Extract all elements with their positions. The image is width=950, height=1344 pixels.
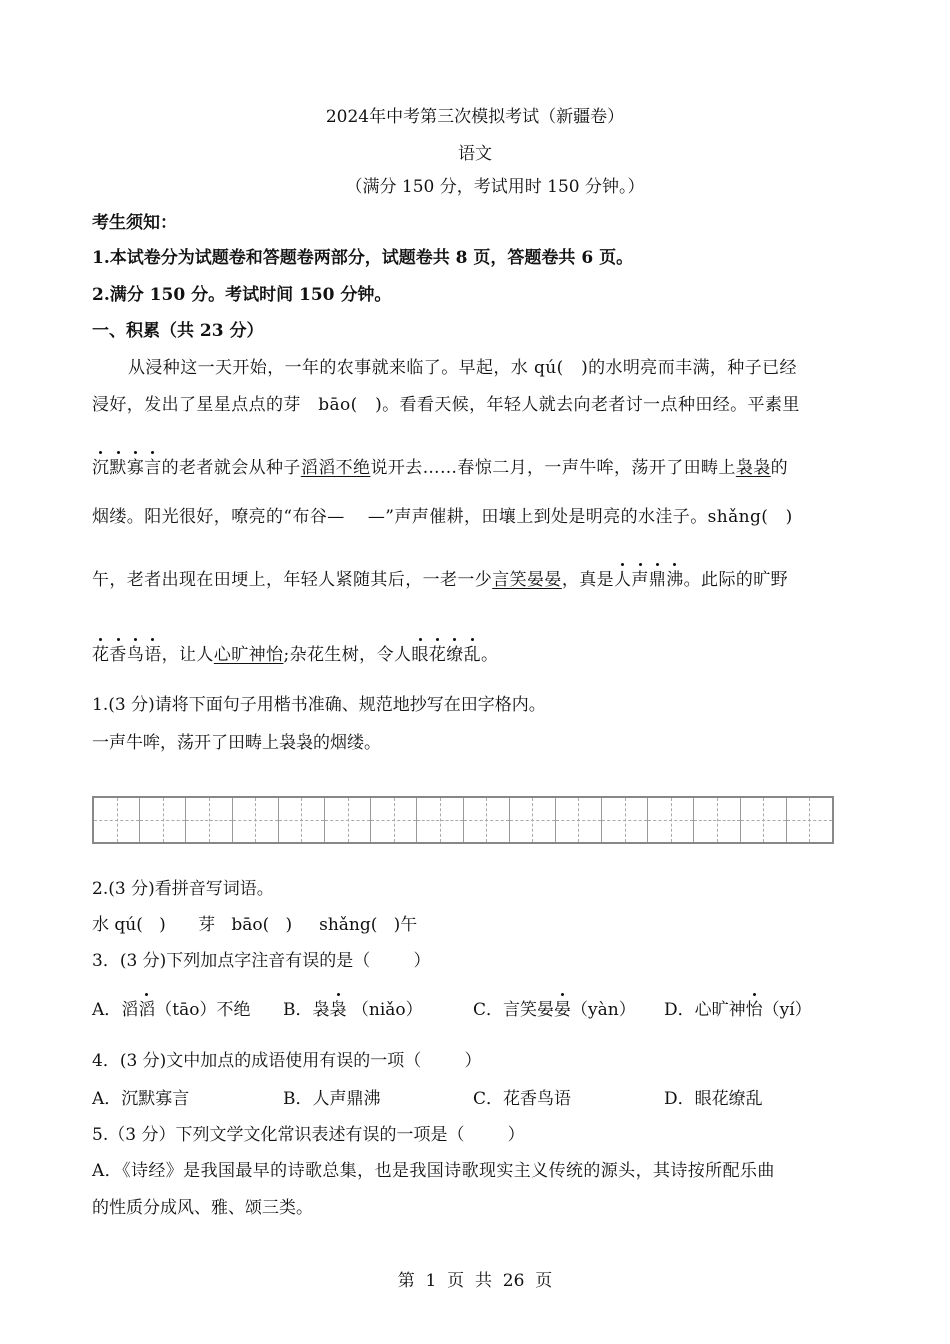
grid-cell[interactable] — [602, 798, 648, 842]
question-5-prompt: 5.（3 分）下列文学文化常识表述有误的一项是（ ） — [92, 1125, 525, 1145]
question-3-prompt: 3．(3 分)下列加点字注音有误的是（ ） — [92, 951, 431, 971]
text: B．袅 — [283, 1000, 330, 1020]
dotted-char: 言 — [144, 458, 162, 478]
notice-item-2: 2.满分 150 分。考试时间 150 分钟。 — [92, 285, 392, 305]
text: 的老者就会从种子 — [161, 458, 301, 478]
text: （niǎo） — [346, 1000, 423, 1020]
question-2-prompt: 2.(3 分)看拼音写词语。 — [92, 879, 274, 899]
dotted-char: 滔 — [138, 1000, 156, 1020]
dotted-char: 乱 — [463, 645, 481, 665]
subject-title: 语文 — [458, 144, 492, 164]
dotted-char: 沉 — [92, 458, 110, 478]
text: 的 — [770, 458, 789, 478]
question-4-option-d: D．眼花缭乱 — [664, 1089, 763, 1109]
underlined-phrase: 袅袅 — [735, 458, 771, 478]
passage-line-5 — [92, 565, 788, 590]
passage-line-3 — [92, 453, 788, 478]
dotted-char: 晏 — [554, 1000, 572, 1020]
underlined-phrase: 言笑晏晏 — [492, 570, 562, 590]
dotted-char: 寡 — [126, 458, 145, 478]
grid-cell[interactable] — [556, 798, 602, 842]
dotted-char: 默 — [109, 458, 127, 478]
question-4-prompt: 4．(3 分)文中加点的成语使用有误的一项（ ） — [92, 1051, 482, 1071]
passage-line-6 — [92, 640, 498, 665]
grid-cell[interactable] — [787, 798, 832, 842]
grid-cell[interactable] — [94, 798, 140, 842]
grid-cell[interactable] — [694, 798, 740, 842]
passage-line-2: 浸好，发出了星星点点的芽 bāo( )。看看天候，年轻人就去向老者讨一点种田经。平素里 — [92, 395, 800, 415]
question-4-option-a: A．沉默寡言 — [92, 1089, 190, 1109]
text: ;杂花生树，令人 — [283, 645, 412, 665]
dotted-char: 语 — [144, 645, 162, 665]
exam-note: （满分 150 分，考试用时 150 分钟。） — [345, 177, 645, 197]
grid-cell[interactable] — [233, 798, 279, 842]
grid-cell[interactable] — [464, 798, 510, 842]
passage-line-4: 烟缕。阳光很好，嘹亮的“布谷— —”声声催耕，田壤上到处是明亮的水洼子。shǎng( ) — [92, 507, 793, 527]
grid-cell[interactable] — [741, 798, 787, 842]
question-1-sentence: 一声牛哞，荡开了田畴上袅袅的烟缕。 — [92, 733, 381, 753]
text: （yàn） — [571, 1000, 636, 1020]
exam-title: 2024年中考第三次模拟考试（新疆卷） — [325, 107, 625, 127]
page-footer: 第 1 页 共 26 页 — [397, 1271, 553, 1291]
text: 说开去……春惊二月，一声牛哞，荡开了田畴上 — [370, 458, 736, 478]
dotted-char: 人 — [614, 570, 632, 590]
question-4-option-c: C．花香鸟语 — [473, 1089, 572, 1109]
notice-item-1: 1.本试卷分为试题卷和答题卷两部分，试题卷共 8 页，答题卷共 6 页。 — [92, 248, 634, 268]
notice-heading: 考生须知： — [92, 213, 177, 233]
question-5-option-a-line-1: A．《诗经》是我国最早的诗歌总集，也是我国诗歌现实主义传统的源头，其诗按所配乐曲 — [92, 1161, 775, 1181]
dotted-char: 花 — [428, 645, 447, 665]
dotted-char: 沸 — [666, 570, 684, 590]
section-heading: 一、积累（共 23 分） — [92, 321, 264, 341]
tianzige-grid[interactable] — [92, 796, 834, 844]
dotted-char: 袅 — [329, 1000, 347, 1020]
grid-cell[interactable] — [279, 798, 325, 842]
question-4-option-b: B．人声鼎沸 — [283, 1089, 381, 1109]
text: ，让人 — [161, 645, 214, 665]
dotted-char: 眼 — [411, 645, 429, 665]
passage-line-1: 从浸种这一天开始，一年的农事就来临了。早起，水 qú( )的水明亮而丰满，种子已经 — [128, 358, 797, 378]
dotted-char: 香 — [109, 645, 127, 665]
text: （yí） — [762, 1000, 812, 1020]
dotted-char: 声 — [631, 570, 649, 590]
grid-cell[interactable] — [186, 798, 232, 842]
grid-cell[interactable] — [371, 798, 417, 842]
underlined-phrase: 心旷神怡 — [213, 645, 284, 665]
grid-cell[interactable] — [417, 798, 463, 842]
grid-cell[interactable] — [648, 798, 694, 842]
text: C．言笑晏 — [473, 1000, 555, 1020]
question-3-option-a — [92, 995, 250, 1020]
text: 。此际的旷野 — [683, 570, 789, 590]
question-3-option-c — [473, 995, 636, 1020]
text: 午，老者出现在田埂上，年轻人紧随其后，一老一少 — [92, 570, 493, 590]
underlined-phrase: 滔滔不绝 — [300, 458, 371, 478]
dotted-char: 缭 — [446, 645, 464, 665]
text: 。 — [481, 645, 499, 665]
dotted-char: 怡 — [745, 1000, 763, 1020]
dotted-char: 鸟 — [126, 645, 145, 665]
text: ，真是 — [561, 570, 615, 590]
dotted-char: 鼎 — [648, 570, 667, 590]
dotted-char: 花 — [92, 645, 110, 665]
question-3-option-d — [664, 995, 812, 1020]
text: （tāo）不绝 — [155, 1000, 251, 1020]
text: A．滔 — [92, 1000, 139, 1020]
grid-cell[interactable] — [140, 798, 186, 842]
question-5-option-a-line-2: 的性质分成风、雅、颂三类。 — [92, 1198, 313, 1218]
question-2-items: 水 qú( ) 芽 bāo( ) shǎng( )午 — [92, 915, 418, 935]
grid-cell[interactable] — [325, 798, 371, 842]
grid-cell[interactable] — [510, 798, 556, 842]
question-1-prompt: 1.(3 分)请将下面句子用楷书准确、规范地抄写在田字格内。 — [92, 695, 546, 715]
question-3-option-b — [283, 995, 423, 1020]
text: D．心旷神 — [664, 1000, 746, 1020]
